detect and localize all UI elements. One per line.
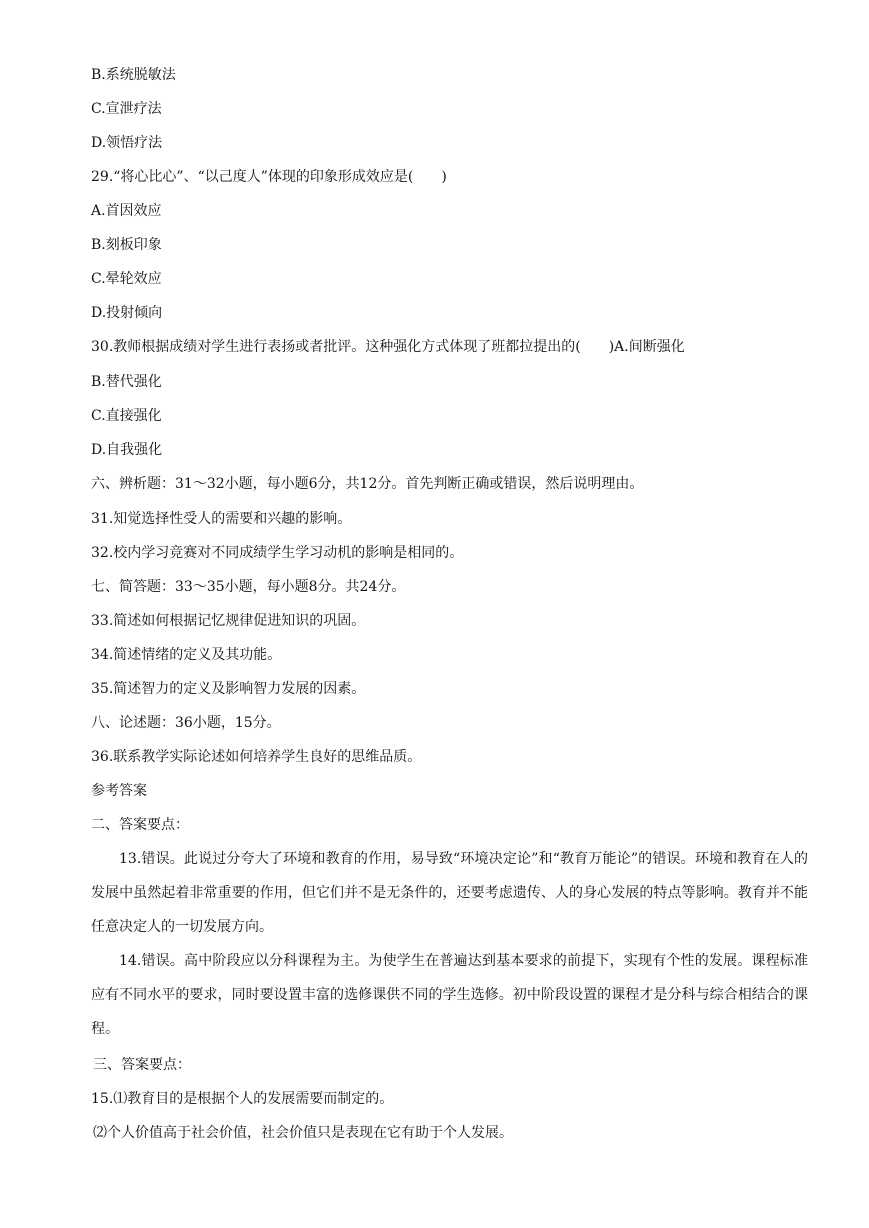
question-30: 30.教师根据成绩对学生进行表扬或者批评。这种强化方式体现了班都拉提出的( )A.间断强化	[91, 339, 685, 355]
answer-14: 14.错误。高中阶段应以分科课程为主。为使学生在普遍达到基本要求的前提下，实现有个性的发展。课程标准应有不同水平的要求，同时要设置丰富的选修课供不同的学生选修。初中阶段设置的课程才是分科与综合相结合的课程。	[91, 953, 808, 1037]
question-32: 32.校内学习竞赛对不同成绩学生学习动机的影响是相同的。	[91, 545, 464, 561]
q30-option-d: D.自我强化	[91, 442, 163, 458]
q29-option-d: D.投射倾向	[91, 305, 163, 321]
reference-answers-title: 参考答案	[91, 783, 147, 799]
question-34: 34.简述情绪的定义及其功能。	[91, 647, 282, 663]
q30-option-c: C.直接强化	[91, 408, 162, 424]
section-6-heading: 六、辨析题：31～32小题，每小题6分，共12分。首先判断正确或错误，然后说明理由。	[91, 476, 644, 492]
option-c-catharsis-therapy: C.宣泄疗法	[91, 101, 162, 117]
section-7-heading: 七、简答题：33～35小题，每小题8分。共24分。	[91, 579, 406, 595]
q29-option-a: A.首因效应	[91, 203, 162, 219]
answer-15-point-2: ⑵个人价值高于社会价值，社会价值只是表现在它有助于个人发展。	[93, 1125, 513, 1141]
answer-section-3-heading: 三、答案要点：	[93, 1057, 191, 1073]
section-8-heading: 八、论述题：36小题，15分。	[91, 715, 281, 731]
option-d-insight-therapy: D.领悟疗法	[91, 135, 163, 151]
answer-13: 13.错误。此说过分夸大了环境和教育的作用，易导致“环境决定论”和“教育万能论”的错误。环境和教育在人的发展中虽然起着非常重要的作用，但它们并不是无条件的，还要考虑遗传、人的身心发展的特点等影响。教育并不能任意决定人的一切发展方向。	[91, 851, 808, 935]
answer-15-point-1: 15.⑴教育目的是根据个人的发展需要而制定的。	[91, 1091, 394, 1107]
answer-section-2-heading: 二、答案要点：	[91, 817, 189, 833]
q29-option-c: C.晕轮效应	[91, 271, 162, 287]
q29-option-b: B.刻板印象	[91, 237, 162, 253]
question-31: 31.知觉选择性受人的需要和兴趣的影响。	[91, 511, 352, 527]
question-36: 36.联系教学实际论述如何培养学生良好的思维品质。	[91, 749, 422, 765]
question-33: 33.简述如何根据记忆规律促进知识的巩固。	[91, 613, 366, 629]
option-b-systematic-desensitization: B.系统脱敏法	[91, 67, 176, 83]
question-29: 29.“将心比心”、“以己度人”体现的印象形成效应是( )	[91, 169, 447, 185]
q30-option-b: B.替代强化	[91, 374, 162, 390]
question-35: 35.简述智力的定义及影响智力发展的因素。	[91, 681, 366, 697]
